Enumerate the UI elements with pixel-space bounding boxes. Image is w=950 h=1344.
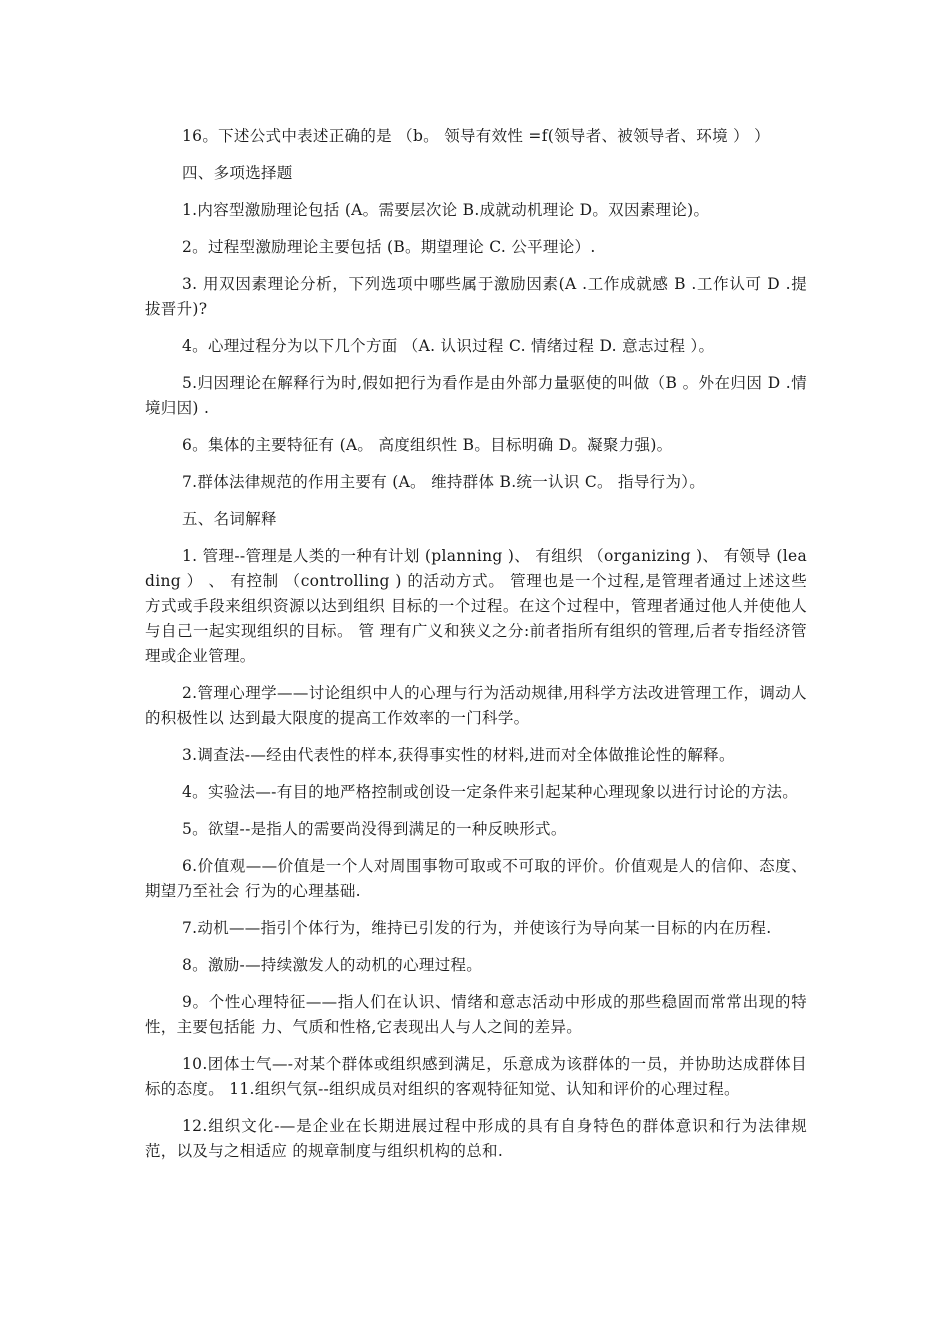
definition-item-3: 3.调查法-—经由代表性的样本,获得事实性的材料,进而对全体做推论性的解释。	[182, 746, 735, 764]
definition-item-10-11: 10.团体士气—-对某个群体或组织感到满足，乐意成为该群体的一员，并协助达成群体目标的态度。 11.组织气氛--组织成员对组织的客观特征知觉、认知和评价的心理过程。	[145, 1055, 807, 1098]
section-heading-multiple-choice: 四、多项选择题	[182, 164, 293, 182]
definition-item-4: 4。实验法—-有目的地严格控制或创设一定条件来引起某种心理现象以进行讨论的方法。	[182, 783, 799, 801]
multiple-choice-item-4: 4。心理过程分为以下几个方面 （A. 认识过程 C. 情绪过程 D. 意志过程 ）。	[182, 337, 715, 355]
definition-item-1: 1. 管理--管理是人类的一种有计划 (planning )、 有组织 （organizing )、 有领导 (leading ） 、 有控制 （controlling ) 的活动方式。 管理也是一个过程,是管理者通过上述这些方式或手段来组织资源以达到组织 目标的一个过程。在这个过程中，管理者通过他人并使他人与自己一起实现组织的目标。 管 理有广义和狭义之分:前者指所有组织的管理,后者专指经济管理或企业管理。	[145, 547, 807, 665]
question-16-item: 16。下述公式中表述正确的是 （b。 领导有效性 =f(领导者、被领导者、环境 ） ）	[182, 127, 770, 145]
definition-item-12: 12.组织文化-—是企业在长期进展过程中形成的具有自身特色的群体意识和行为法律规范，以及与之相适应 的规章制度与组织机构的总和.	[145, 1117, 807, 1160]
multiple-choice-item-5: 5.归因理论在解释行为时,假如把行为看作是由外部力量驱使的叫做（B 。外在归因 D .情境归因) .	[145, 374, 807, 417]
definition-item-9: 9。个性心理特征——指人们在认识、情绪和意志活动中形成的那些稳固而常常出现的特性，主要包括能 力、气质和性格,它表现出人与人之间的差异。	[145, 993, 807, 1036]
definition-item-8: 8。激励-—持续激发人的动机的心理过程。	[182, 956, 483, 974]
definition-item-7: 7.动机——指引个体行为，维持已引发的行为，并使该行为导向某一目标的内在历程.	[182, 919, 772, 937]
definition-item-6: 6.价值观——价值是一个人对周围事物可取或不可取的评价。价值观是人的信仰、态度、期望乃至社会 行为的心理基础.	[145, 857, 807, 900]
multiple-choice-item-1: 1.内容型激励理论包括 (A。需要层次论 B.成就动机理论 D。双因素理论)。	[182, 201, 710, 219]
definition-item-2: 2.管理心理学——讨论组织中人的心理与行为活动规律,用科学方法改进管理工作，调动人的积极性以 达到最大限度的提高工作效率的一门科学。	[145, 684, 807, 727]
multiple-choice-item-2: 2。过程型激励理论主要包括 (B。期望理论 C. 公平理论）.	[182, 238, 596, 256]
multiple-choice-item-3: 3. 用双因素理论分析，下列选项中哪些属于激励因素(A .工作成就感 B .工作认可 D .提拔晋升)?	[145, 275, 807, 318]
multiple-choice-item-6: 6。集体的主要特征有 (A。 高度组织性 B。目标明确 D。凝聚力强)。	[182, 436, 673, 454]
section-heading-term-definitions: 五、名词解释	[182, 510, 277, 528]
document-body	[145, 124, 807, 1164]
multiple-choice-item-7: 7.群体法律规范的作用主要有 (A。 维持群体 B.统一认识 C。 指导行为）。	[182, 473, 706, 491]
definition-item-5: 5。欲望--是指人的需要尚没得到满足的一种反映形式。	[182, 820, 567, 838]
